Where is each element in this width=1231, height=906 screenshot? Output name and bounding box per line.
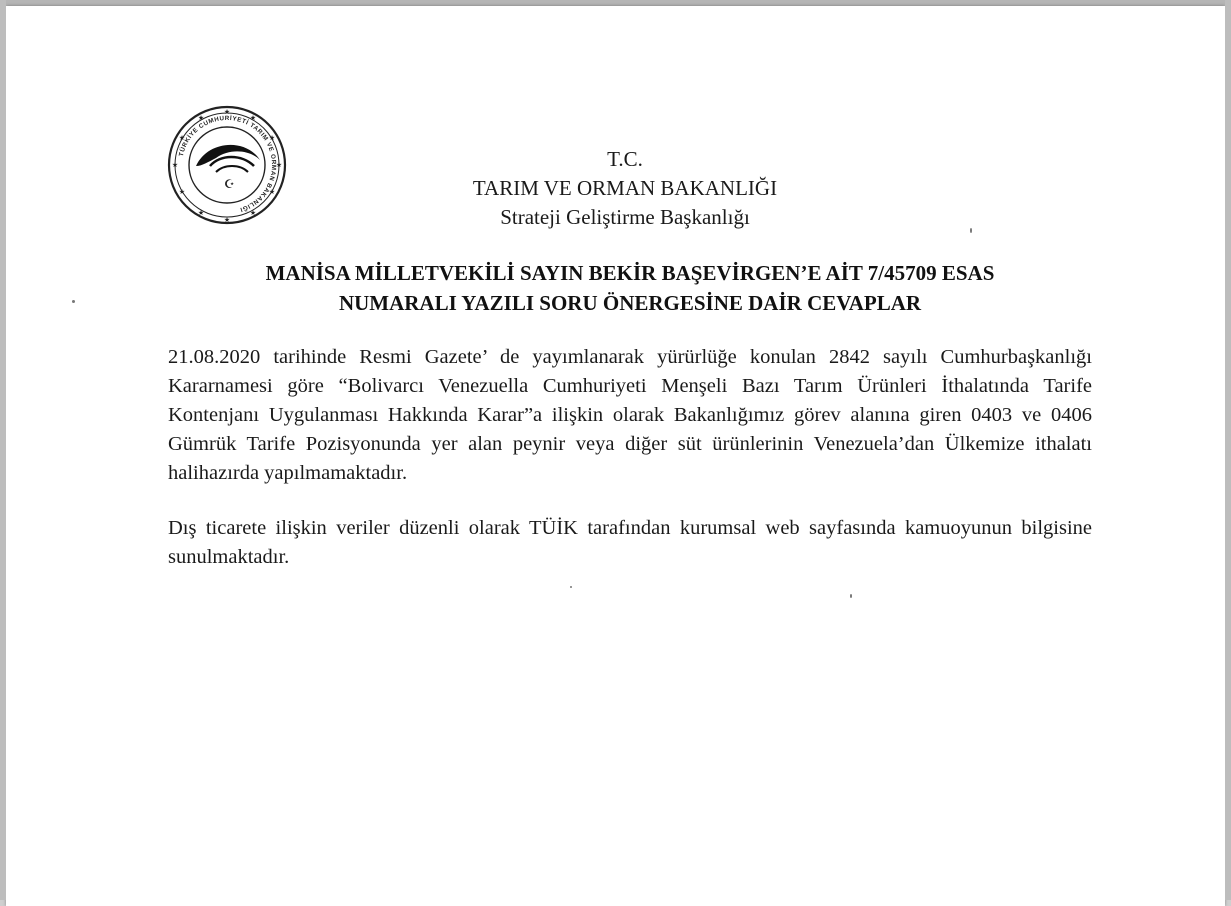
scan-border-right	[1225, 0, 1231, 900]
document-subject	[150, 258, 1110, 318]
body-paragraph-2: Dış ticarete ilişkin veriler düzenli olarak TÜİK tarafından kurumsal web sayfasında kamuoyunun bilgisine sunulmaktadır.	[168, 517, 1092, 568]
scan-speck	[72, 300, 75, 303]
svg-text:TÜRKİYE CUMHURİYETİ TARIM VE O: TÜRKİYE CUMHURİYETİ TARIM VE ORMAN BAKANLIĞI	[177, 114, 278, 214]
letterhead	[300, 145, 950, 232]
letterhead-tc: T.C.	[607, 147, 643, 171]
svg-text:★: ★	[249, 209, 257, 217]
ministry-seal-icon	[166, 104, 288, 226]
svg-text:★: ★	[275, 161, 283, 169]
scan-speck	[970, 228, 972, 233]
letterhead-department: Strateji Geliştirme Başkanlığı	[500, 205, 750, 229]
scan-speck	[850, 594, 852, 598]
svg-text:★: ★	[223, 216, 231, 224]
body-paragraph-1: 21.08.2020 tarihinde Resmi Gazete’ de yayımlanarak yürürlüğe konulan 2842 sayılı Cumhurbaşkanlığı Kararnamesi göre “Bolivarcı Venezuella Cumhuriyeti Menşeli Bazı Tarım Ürünleri İthalatında Tarife Kontenjanı Uygulanması Hakkında Karar”a ilişkin olarak Bakanlığımız görev alanına giren 0403 ve 0406 Gümrük Tarife Pozisyonunda yer alan peynir veya diğer süt ürünlerinin Venezuela’dan Ülkemize ithalatı halihazırda yapılmamaktadır.	[168, 346, 1092, 484]
svg-text:★: ★	[178, 134, 186, 142]
scan-border-left	[0, 0, 6, 900]
svg-text:★: ★	[178, 188, 186, 196]
svg-text:★: ★	[268, 134, 276, 142]
svg-text:☪: ☪	[224, 177, 235, 191]
svg-text:★: ★	[171, 161, 179, 169]
svg-text:★: ★	[223, 108, 231, 116]
svg-text:★: ★	[268, 188, 276, 196]
letterhead-ministry: TARIM VE ORMAN BAKANLIĞI	[472, 176, 778, 200]
scan-speck	[570, 586, 572, 588]
svg-text:★: ★	[249, 114, 257, 122]
subject-line-1: MANİSA MİLLETVEKİLİ SAYIN BEKİR BAŞEVİRGEN’E AİT 7/45709 ESAS	[265, 261, 995, 285]
svg-text:★: ★	[197, 114, 205, 122]
svg-text:★: ★	[197, 209, 205, 217]
subject-line-2: NUMARALI YAZILI SORU ÖNERGESİNE DAİR CEVAPLAR	[338, 291, 922, 315]
